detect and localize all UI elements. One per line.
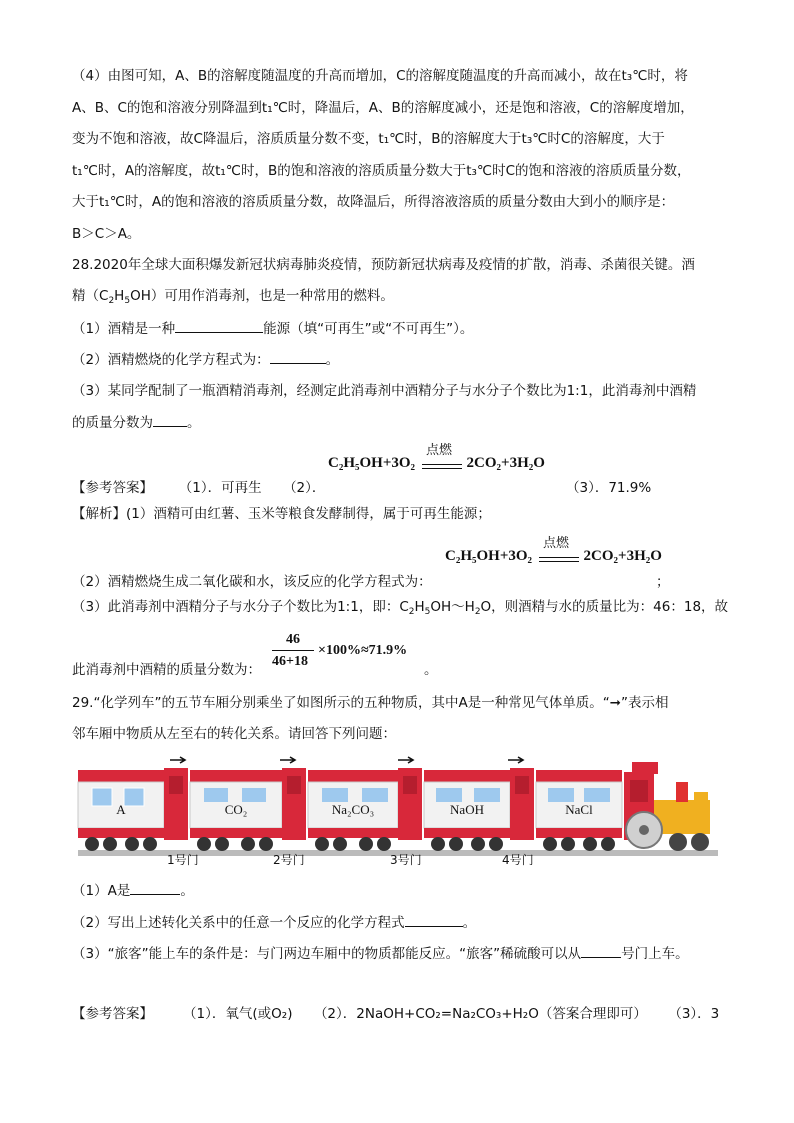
car-label-2: CO₂ xyxy=(224,802,248,817)
q28-sub-1: （1）酒精是一种 能源（填“可再生”或“不可再生”）。 xyxy=(72,318,473,339)
q29-answer: 【参考答案】 （1）．氧气(或O₂) （2）．2NaOH+CO₂=Na₂CO₃+H₂O（答案合理即可） （3）．3 xyxy=(72,1006,720,1022)
q29-sub-3: （3）“旅客”能上车的条件是：与门两边车厢中的物质都能反应。“旅客”稀硫酸可以从 号门上车。 xyxy=(72,943,689,964)
q28-stem-1: 28.2020年全球大面积爆发新冠状病毒肺炎疫情，预防新冠状病毒及疫情的扩散，消毒、杀菌很关键。酒 xyxy=(72,257,695,273)
arrow-icon xyxy=(170,757,185,763)
door-label-2: 2号门 xyxy=(273,853,305,867)
q28-answer: 【参考答案】 （1）．可再生 （2）． xyxy=(72,480,326,496)
q29-stem-1: 29.“化学列车”的五节车厢分别乘坐了如图所示的五种物质，其中A是一种常见气体单质。“➞”表示相 xyxy=(72,695,669,711)
q28-sub-2: （2）酒精燃烧的化学方程式为： 。 xyxy=(72,349,339,370)
q29-sub-1: （1）A是 。 xyxy=(72,880,194,901)
car-label-1: A xyxy=(116,802,126,817)
q27-line-2: A、B、C的饱和溶液分别降温到t₁℃时，降温后，A、B的溶解度减小，还是饱和溶液，C的溶解度增加， xyxy=(72,100,694,116)
q27-line-3: 变为不饱和溶液，故C降温后，溶质质量分数不变，t₁℃时，B的溶解度大于t₃℃时C的溶解度，大于 xyxy=(72,131,665,147)
car-label-4: NaOH xyxy=(450,802,484,817)
locomotive xyxy=(624,762,710,851)
arrow-icon xyxy=(508,757,523,763)
chemistry-train-figure xyxy=(72,752,722,874)
q28-analysis-2-end: ； xyxy=(656,574,670,590)
door-label-4: 4号门 xyxy=(502,853,534,867)
arrow-icon xyxy=(398,757,413,763)
q28-answer-3: （3）．71.9% xyxy=(566,480,652,496)
combustion-equation-1: C₂H₅OH+3O₂ 点燃 2CO₂+3H₂O xyxy=(328,443,545,471)
q28-stem-2: 精$(C_2H_5OH)$可用作消毒剂，也是一种常用的燃料。 xyxy=(72,288,394,306)
q29-sub-2: （2）写出上述转化关系中的任意一个反应的化学方程式 。 xyxy=(72,912,476,933)
car-label-3: Na₂CO₃ xyxy=(331,802,375,817)
door-label-1: 1号门 xyxy=(167,853,199,867)
q28-analysis-2: （2）酒精燃烧生成二氧化碳和水，该反应的化学方程式为： xyxy=(72,574,432,590)
q28-analysis-3: （3）此消毒剂中酒精分子与水分子个数比为1:1，即：$C_2H_5OH\sim H_2O$，则酒精与水的质量比为：46：18，故 xyxy=(72,599,729,617)
q28-analysis-4: 此消毒剂中酒精的质量分数为： xyxy=(72,662,261,678)
q29-stem-2: 邻车厢中物质从左至右的转化关系。请回答下列问题： xyxy=(72,726,396,742)
q28-analysis-1: 【解析】(1）酒精可由红薯、玉米等粮食发酵制得，属于可再生能源； xyxy=(72,506,491,522)
combustion-equation-2: C₂H₅OH+3O₂ 点燃 2CO₂+3H₂O xyxy=(445,536,662,564)
q28-sub-3b: 的质量分数为 。 xyxy=(72,412,201,433)
q28-analysis-4-end: 。 xyxy=(424,662,438,678)
q27-line-5: 大于t₁℃时，A的饱和溶液的溶质质量分数，故降温后，所得溶液溶质的质量分数由大到小的顺序是： xyxy=(72,194,675,210)
door-label-3: 3号门 xyxy=(390,853,422,867)
mass-fraction-formula: 46 46+18 ×100%≈71.9% xyxy=(272,632,408,669)
car-label-5: NaCl xyxy=(565,802,593,817)
arrow-icon xyxy=(280,757,295,763)
q27-line-6: B＞C＞A。 xyxy=(72,226,141,242)
q28-sub-3: （3）某同学配制了一瓶酒精消毒剂，经测定此消毒剂中酒精分子与水分子个数比为1:1，此消毒剂中酒精 xyxy=(72,383,697,399)
q27-line-1: （4）由图可知，A、B的溶解度随温度的升高而增加，C的溶解度随温度的升高而减小，故在t₃℃时，将 xyxy=(72,68,688,84)
q27-line-4: t₁℃时，A的溶解度，故t₁℃时，B的饱和溶液的溶质质量分数大于t₃℃时C的饱和溶液的溶质质量分数， xyxy=(72,163,691,179)
